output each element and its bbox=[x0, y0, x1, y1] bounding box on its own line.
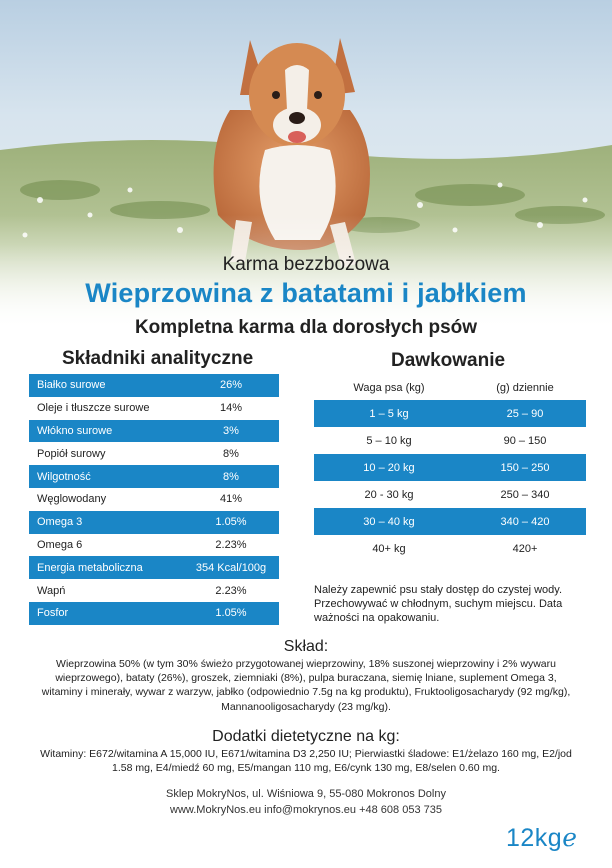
shop-address: Sklep MokryNos, ul. Wiśniowa 9, 55-080 Mokronos Dolny bbox=[165, 788, 446, 800]
analytic-row bbox=[29, 374, 279, 397]
additives-heading: Dodatki dietetyczne na kg: bbox=[212, 728, 400, 745]
analytic-row bbox=[29, 420, 279, 443]
analytic-label: Popiół surowy bbox=[37, 447, 106, 460]
shop-contact: www.MokryNos.eu info@mokrynos.eu +48 608 053 735 bbox=[170, 804, 442, 816]
analytic-label: Wilgotność bbox=[29, 465, 183, 488]
analytic-row bbox=[29, 442, 279, 465]
analytic-value: 2.23% bbox=[215, 584, 247, 597]
dosage-weight: 20 - 30 kg bbox=[364, 488, 414, 501]
analytic-heading: Składniki analityczne bbox=[62, 348, 254, 369]
product-subtitle: Karma bezzbożowa bbox=[222, 254, 390, 275]
dosage-daily: 420+ bbox=[512, 542, 538, 555]
dosage-header-row bbox=[314, 376, 586, 400]
analytic-value: 26% bbox=[183, 374, 279, 397]
dosage-daily: 90 – 150 bbox=[503, 434, 547, 447]
analytic-row bbox=[29, 602, 279, 625]
dosage-col-daily: (g) dziennie bbox=[496, 382, 554, 394]
storage-note: Należy zapewnić psu stały dostęp do czystej wody. Przechowywać w chłodnym, suchym miejscu. Data ważności na opakowaniu. bbox=[314, 584, 563, 624]
dosage-row bbox=[314, 508, 586, 535]
dosage-weight: 5 – 10 kg bbox=[366, 434, 412, 447]
analytic-value: 354 Kcal/100g bbox=[183, 556, 279, 579]
analytic-row bbox=[29, 488, 279, 511]
analytic-label: Oleje i tłuszcze surowe bbox=[37, 402, 150, 415]
dosage-row bbox=[314, 481, 586, 508]
analytic-label: Włókno surowe bbox=[29, 420, 183, 443]
dosage-weight: 1 – 5 kg bbox=[314, 400, 464, 427]
analytic-value: 1.05% bbox=[183, 602, 279, 625]
dosage-row bbox=[314, 535, 586, 562]
analytic-value: 41% bbox=[219, 493, 243, 506]
analytic-row bbox=[29, 511, 279, 534]
analytic-row bbox=[29, 465, 279, 488]
composition-heading: Skład: bbox=[283, 638, 329, 655]
dosage-weight: 40+ kg bbox=[372, 542, 406, 555]
dosage-row bbox=[314, 400, 586, 427]
analytic-label: Omega 6 bbox=[37, 538, 83, 551]
analytic-value: 3% bbox=[183, 420, 279, 443]
analytic-row bbox=[29, 579, 279, 602]
dosage-daily: 150 – 250 bbox=[464, 454, 586, 481]
analytic-row bbox=[29, 556, 279, 579]
dosage-table bbox=[314, 376, 586, 562]
analytic-label: Wapń bbox=[37, 584, 66, 597]
analytic-value: 1.05% bbox=[183, 511, 279, 534]
analytic-label: Węglowodany bbox=[37, 493, 107, 506]
additives-text: Witaminy: E672/witamina A 15,000 IU, E671/witamina D3 2,250 IU; Pierwiastki śladowe: E1/żelazo 160 mg, E2/jod 1.58 mg, E4/miedź 60 mg, E5/mangan 110 mg, E6/cynk 130 mg, E8/selen 0.60 mg. bbox=[40, 748, 572, 775]
analytic-row bbox=[29, 534, 279, 557]
dosage-weight: 10 – 20 kg bbox=[314, 454, 464, 481]
product-tagline: Kompletna karma dla dorosłych psów bbox=[134, 317, 478, 338]
dosage-daily: 25 – 90 bbox=[464, 400, 586, 427]
analytic-label: Energia metaboliczna bbox=[29, 556, 183, 579]
dosage-daily: 340 – 420 bbox=[464, 508, 586, 535]
product-title: Wieprzowina z batatami i jabłkiem bbox=[85, 278, 527, 308]
analytic-value: 14% bbox=[219, 402, 243, 415]
dosage-daily: 250 – 340 bbox=[500, 488, 550, 501]
composition-text: Wieprzowina 50% (w tym 30% świeżo przygotowanej wieprzowiny, 18% suszonej wieprzowiny i 2% wywaru wieprzowego), bataty (26%), groszek, ziemniaki (8%), pulpa buraczana, siemię lniane, suplement Omega 3, witaminy i minerały, wywar z warzyw, jabłko (odpowiednio 7.5g na kg produktu), Fruktooligosacharydy (92 mg/kg), Mannanooligosacharydy (23 mg/kg). bbox=[41, 658, 571, 713]
dosage-row bbox=[314, 454, 586, 481]
analytic-value: 8% bbox=[223, 447, 239, 460]
analytic-value: 2.23% bbox=[215, 538, 247, 551]
analytic-label: Omega 3 bbox=[29, 511, 183, 534]
dosage-col-weight: Waga psa (kg) bbox=[353, 382, 425, 394]
analytic-table bbox=[29, 374, 279, 625]
analytic-label: Fosfor bbox=[29, 602, 183, 625]
dosage-row bbox=[314, 427, 586, 454]
analytic-row bbox=[29, 397, 279, 420]
analytic-value: 8% bbox=[183, 465, 279, 488]
dosage-heading: Dawkowanie bbox=[391, 350, 506, 371]
package-weight: 12kgℯ bbox=[506, 824, 578, 852]
dosage-weight: 30 – 40 kg bbox=[314, 508, 464, 535]
analytic-label: Białko surowe bbox=[29, 374, 183, 397]
